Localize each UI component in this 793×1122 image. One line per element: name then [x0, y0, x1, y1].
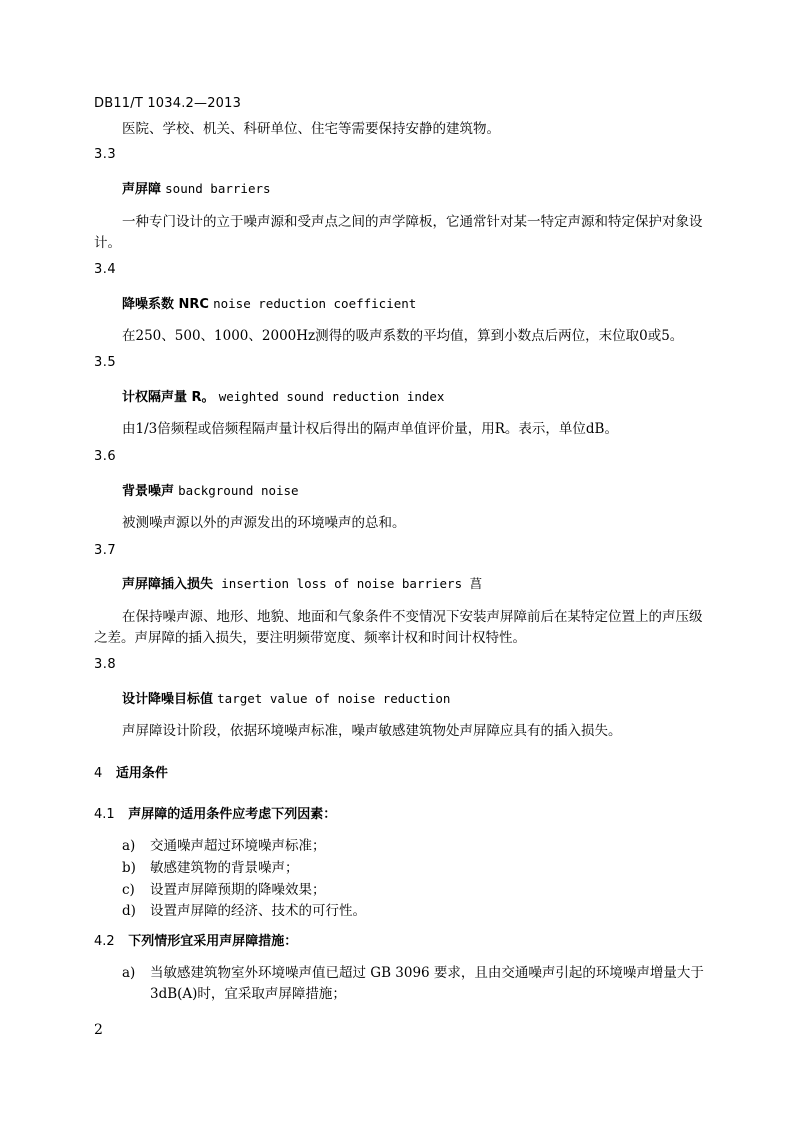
clause-heading [94, 803, 336, 822]
term-name-zh: 降噪系数 NRC [122, 297, 209, 312]
term-number: 3.5 [94, 355, 117, 370]
list-item [122, 961, 704, 981]
list-item-label: a) [122, 965, 136, 981]
term-definition-line: 在保持噪声源、地形、地貌、地面和气象条件不变情况下安装声屏障前后在某特定位置上的声压级 [122, 609, 703, 625]
term-name-en: sound barriers [165, 181, 271, 196]
list-item-text: 设置声屏障预期的降噪效果； [150, 882, 326, 898]
list-item-text: 交通噪声超过环境噪声标准； [150, 838, 326, 854]
term-name-zh: 背景噪声 [122, 484, 175, 499]
term-name-zh: 计权隔声量 R。 [122, 390, 215, 405]
list-item-label: d) [122, 903, 136, 919]
list-item-text: 敏感建筑物的背景噪声； [150, 860, 299, 876]
list-item-text: 当敏感建筑物室外环境噪声值已超过 GB 3096 要求，且由交通噪声引起的环境噪声增量大于 [150, 965, 704, 981]
list-item-label: c) [122, 882, 135, 898]
term-number: 3.7 [94, 543, 117, 558]
list-item-label: b) [122, 860, 136, 876]
term-definition-line: 被测噪声源以外的声源发出的环境噪声的总和。 [122, 515, 406, 531]
term-name-en: background noise [178, 483, 299, 498]
section-number: 4 [94, 766, 103, 781]
term-title [122, 688, 450, 707]
term-name-en: weighted sound reduction index [218, 389, 445, 404]
list-item-text: 设置声屏障的经济、技术的可行性。 [150, 903, 366, 919]
term-title [122, 293, 416, 312]
term-definition-line: 声屏障设计阶段，依据环境噪声标准，噪声敏感建筑物处声屏障应具有的插入损失。 [122, 723, 622, 739]
term-definition-line: 在250、500、1000、2000Hz测得的吸声系数的平均值，算到小数点后两位，末位取0或5。 [122, 328, 684, 344]
term-definition-line: 一种专门设计的立于噪声源和受声点之间的声学障板，它通常针对某一特定声源和特定保护对象设 [122, 214, 703, 230]
document-id-header: DB11/T 1034.2—2013 [94, 96, 242, 111]
term-name-zh: 设计降噪目标值 [122, 692, 214, 707]
term-definition-line: 由1/3倍频程或倍频程隔声量计权后得出的隔声单值评价量，用R。表示，单位dB。 [122, 421, 618, 437]
term-number: 3.4 [94, 262, 117, 277]
term-title [122, 573, 482, 592]
section-title: 适用条件 [115, 766, 168, 781]
term-name-en: target value of noise reduction [217, 691, 451, 706]
page-number: 2 [94, 1022, 103, 1038]
list-item [122, 856, 299, 876]
term-number: 3.3 [94, 147, 117, 162]
clause-number: 4.2 [94, 934, 115, 949]
term-number: 3.8 [94, 657, 117, 672]
term-number: 3.6 [94, 449, 117, 464]
clause-heading [94, 930, 297, 949]
clause-number: 4.1 [94, 807, 115, 822]
list-item [122, 878, 326, 898]
term-title [122, 178, 271, 197]
clause-title: 声屏障的适用条件应考虑下列因素： [128, 807, 337, 822]
list-item [122, 899, 366, 919]
list-item-label: a) [122, 838, 136, 854]
term-name-zh: 声屏障插入损失 [122, 577, 214, 592]
term-title [122, 480, 299, 499]
term-title [122, 386, 444, 405]
intro-line: 医院、学校、机关、科研单位、住宅等需要保持安静的建筑物。 [122, 121, 500, 137]
list-item [122, 834, 326, 854]
term-name-en: insertion loss of noise barriers 菖 [221, 576, 483, 591]
list-item-continuation: 3dB(A)时，宜采取声屏障措施； [150, 986, 346, 1002]
section-heading [94, 762, 168, 781]
term-definition-line: 计。 [94, 235, 121, 251]
term-name-en: noise reduction coefficient [213, 296, 417, 311]
term-definition-line: 之差。声屏障的插入损失，要注明频带宽度、频率计权和时间计权特性。 [94, 630, 526, 646]
term-name-zh: 声屏障 [122, 182, 162, 197]
clause-title: 下列情形宜采用声屏障措施： [128, 934, 298, 949]
